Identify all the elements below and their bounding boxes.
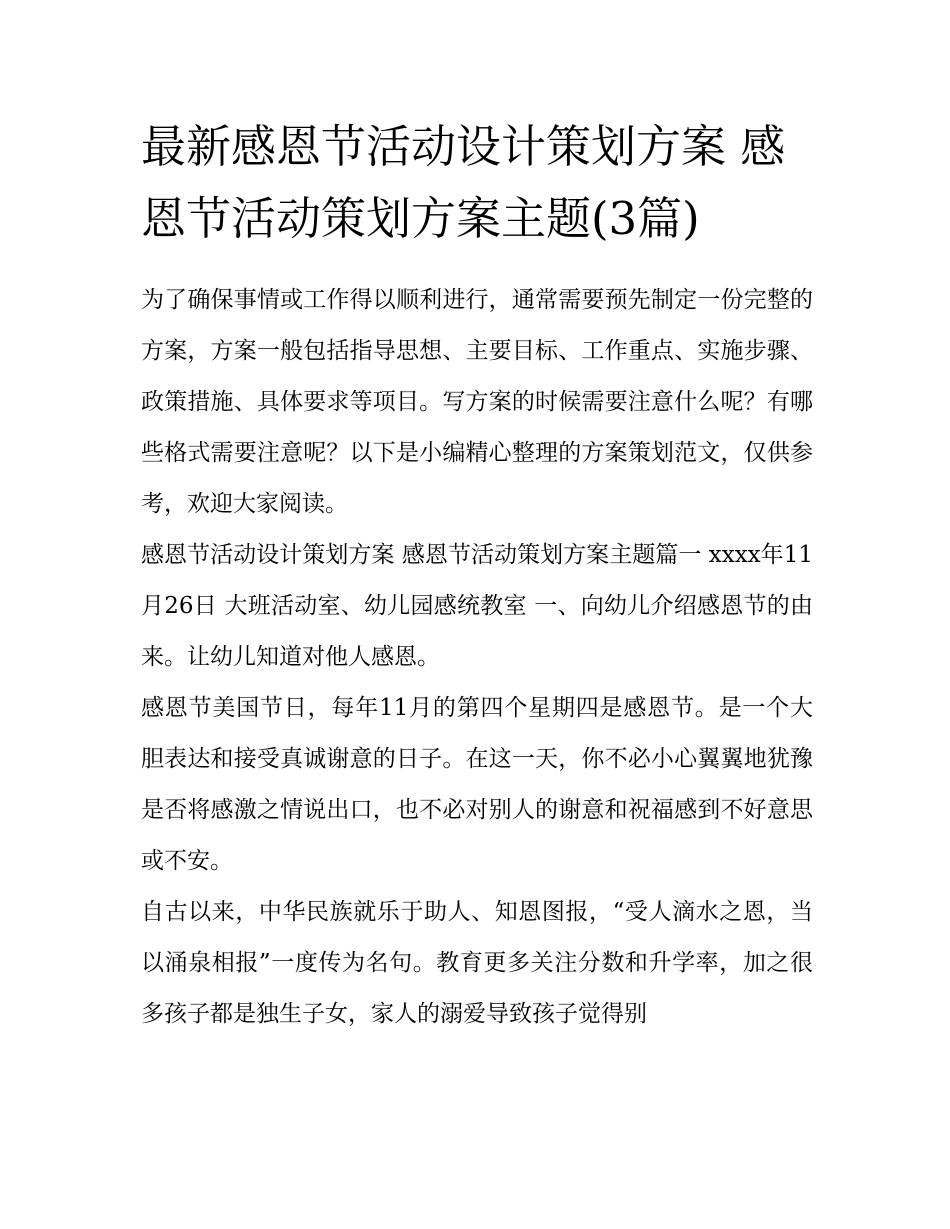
paragraph-section-one: 感恩节活动设计策划方案 感恩节活动策划方案主题篇一 xxxx年11月26日 大班活动室、幼儿园感统教室 一、向幼儿介绍感恩节的由来。让幼儿知道对他人感恩。 [141, 542, 813, 670]
document-content [141, 111, 813, 1040]
paragraph-intro: 为了确保事情或工作得以顺利进行，通常需要预先制定一份完整的方案，方案一般包括指导思想、主要目标、工作重点、实施步骤、政策措施、具体要求等项目。写方案的时候需要注意什么呢？有哪些格式需要注意呢？以下是小编精心整理的方案策划范文，仅供参考，欢迎大家阅读。 [141, 287, 813, 517]
document-body [141, 275, 813, 1040]
paragraph-gratitude-tradition: 自古以来，中华民族就乐于助人、知恩图报，“受人滴水之恩，当以涌泉相报”一度传为名句。教育更多关注分数和升学率，加之很多孩子都是独生子女，家人的溺爱导致孩子觉得别 [141, 899, 813, 1027]
paragraph-thanksgiving-origin: 感恩节美国节日，每年11月的第四个星期四是感恩节。是一个大胆表达和接受真诚谢意的日子。在这一天，你不必小心翼翼地犹豫是否将感激之情说出口，也不必对别人的谢意和祝福感到不好意思或不安。 [141, 695, 813, 874]
document-title: 最新感恩节活动设计策划方案 感恩节活动策划方案主题(3篇) [141, 120, 786, 245]
